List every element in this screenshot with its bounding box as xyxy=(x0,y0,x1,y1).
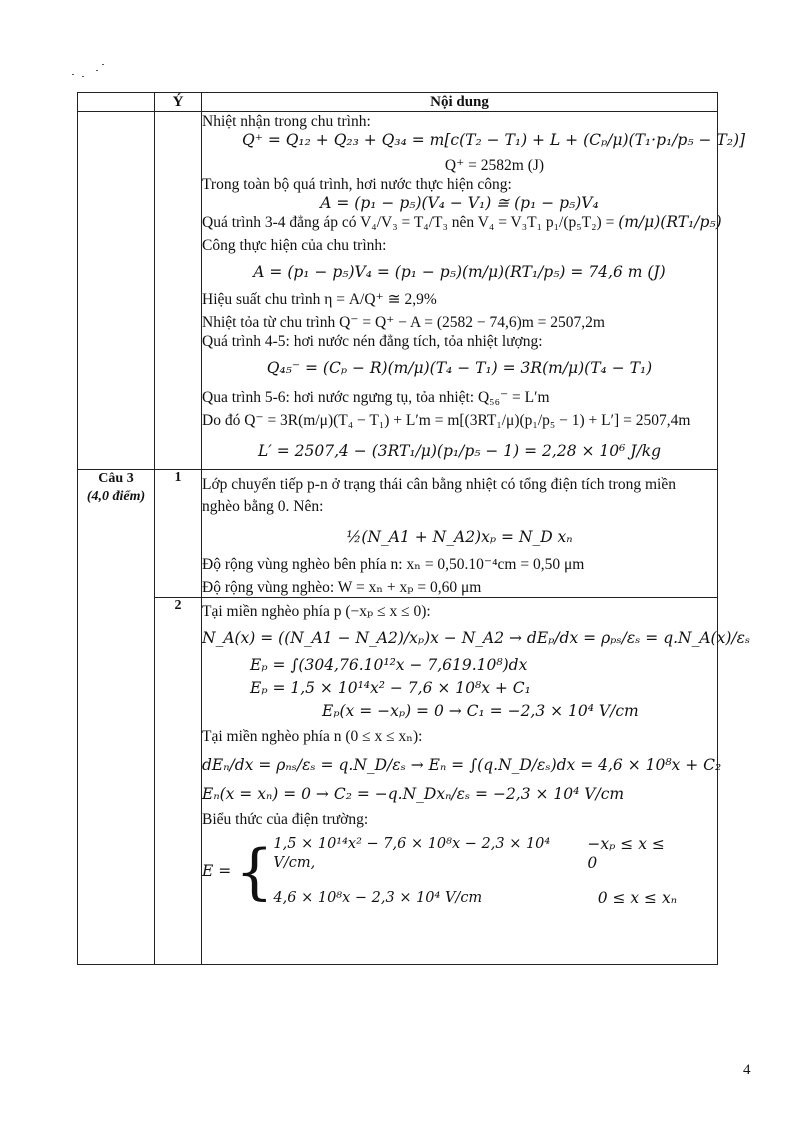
case-n-range: 0 ≤ x ≤ xₙ xyxy=(597,889,677,907)
piecewise-field xyxy=(202,835,717,908)
formula-c2: Eₙ(x = xₙ) = 0 → C₂ = −q.N_Dxₙ/εₛ = −2,3 × 10⁴ V/cm xyxy=(202,785,625,803)
cau3-cell xyxy=(78,470,155,965)
content-cell xyxy=(202,470,718,598)
y-cell-empty xyxy=(155,112,202,470)
answer-table xyxy=(77,92,751,965)
text-line: Tại miền nghèo phía p (−xₚ ≤ x ≤ 0): xyxy=(202,603,431,620)
formula-q45: Q₄₅⁻ = (Cₚ − R)(m/μ)(T₄ − T₁) = 3R(m/μ)(T₄ − T₁) xyxy=(266,359,653,377)
cau-cell-empty xyxy=(78,112,155,470)
case-p-range: −xₚ ≤ x ≤ 0 xyxy=(587,835,665,872)
table-header-row xyxy=(78,93,718,112)
scan-specks xyxy=(72,62,112,82)
header-col-content: Nội dung xyxy=(202,93,718,112)
formula-ep: Eₚ = 1,5 × 10¹⁴x² − 7,6 × 10⁸x + C₁ xyxy=(250,679,531,697)
text-line: Quá trình 4-5: hơi nước nén đẳng tích, tỏa nhiệt lượng: xyxy=(202,333,543,350)
text-line-q-minus: Do đó Q⁻ = 3R(m/μ)(T₄ − T₁) + L′m = m[(3RT₁/μ)(p₁/p₅ − 1) + L′] = 2507,4m xyxy=(202,412,691,429)
case-row-p xyxy=(273,835,717,873)
formula-work: A = (p₁ − p₅)(V₄ − V₁) ≅ (p₁ − p₅)V₄ xyxy=(320,194,599,212)
formula-na: N_A(x) = ((N_A1 − N_A2)/xₚ)x − N_A2 → dEₚ/dx = ρₚₛ/εₛ = q.N_A(x)/εₛ xyxy=(202,629,751,647)
formula-charge-balance: ½(N_A1 + N_A2)xₚ = N_D xₙ xyxy=(346,528,573,546)
case-row-n xyxy=(273,889,717,908)
header-col1 xyxy=(78,93,155,112)
content-cell xyxy=(202,598,751,965)
text-line: Công thực hiện của chu trình: xyxy=(202,237,387,254)
formula-heat-in xyxy=(202,131,746,150)
text-line: Nhiệt nhận trong chu trình: xyxy=(202,113,371,130)
text-line: Biểu thức của điện trường: xyxy=(202,811,369,828)
text-line-efficiency: Hiệu suất chu trình η = A/Q⁺ ≅ 2,9% xyxy=(202,291,437,308)
formula-text: Q⁺ = Q₁₂ + Q₂₃ + Q₃₄ = m[c(T₂ − T₁) + L + (Cₚ/μ)(T₁·p₁/p₅ − T₂)] xyxy=(242,131,746,149)
e-symbol: E = xyxy=(202,862,232,880)
cau3-points-text: (4,0 điểm) xyxy=(86,489,146,504)
table-row xyxy=(78,112,718,470)
text-line-v4 xyxy=(202,213,722,232)
formula-l-prime: L′ = 2507,4 − (3RT₁/μ)(p₁/p₅ − 1) = 2,28 × 10⁶ J/kg xyxy=(257,442,662,460)
text-line: Trong toàn bộ quá trình, hơi nước thực hiện công: xyxy=(202,176,512,193)
content-cell xyxy=(202,112,746,470)
cau3-label: Câu 3 xyxy=(98,471,134,486)
formula-q-plus: Q⁺ = 2582m (J) xyxy=(444,157,545,174)
text-line-q56: Qua trình 5-6: hơi nước ngưng tụ, tỏa nhiệt: Q₅₆⁻ = L′m xyxy=(202,389,550,406)
y-cell-1: 1 xyxy=(155,470,202,598)
v4-text: Quá trình 3-4 đẳng áp có V₄/V₃ = T₄/T₃ nên V₄ = V₃T₁ p₁/(p₅T₂) = xyxy=(202,214,615,231)
case-n-expr: 4,6 × 10⁸x − 2,3 × 10⁴ V/cm xyxy=(273,890,483,906)
page-number: 4 xyxy=(743,1062,751,1078)
brace-icon: { xyxy=(235,836,274,907)
cau3-points xyxy=(78,488,154,506)
table-row xyxy=(78,598,718,965)
text-line-w: Độ rộng vùng nghèo: W = xₙ + xₚ = 0,60 μm xyxy=(202,579,482,596)
formula-ep-integral: Eₚ = ∫(304,76.10¹²x − 7,619.10⁸)dx xyxy=(250,656,528,674)
y-cell-2: 2 xyxy=(155,598,202,965)
v4-formula: (m/μ)(RT₁/p₅) xyxy=(618,213,722,231)
formula-en: dEₙ/dx = ρₙₛ/εₛ = q.N_D/εₛ → Eₙ = ∫(q.N_D/εₛ)dx = 4,6 × 10⁸x + C₂ xyxy=(202,756,722,774)
text-line-xn: Độ rộng vùng nghèo bên phía n: xₙ = 0,50.10⁻⁴cm = 0,50 μm xyxy=(202,556,585,573)
formula-cycle-work: A = (p₁ − p₅)V₄ = (p₁ − p₅)(m/μ)(RT₁/p₅) = 74,6 m (J) xyxy=(253,263,666,281)
text-line: Tại miền nghèo phía n (0 ≤ x ≤ xₙ): xyxy=(202,728,423,745)
case-p-expr: 1,5 × 10¹⁴x² − 7,6 × 10⁸x − 2,3 × 10⁴ V/cm, xyxy=(273,836,551,871)
piecewise-cases xyxy=(273,835,717,908)
text-line-heat-out: Nhiệt tỏa từ chu trình Q⁻ = Q⁺ − A = (2582 − 74,6)m = 2507,2m xyxy=(202,314,605,331)
header-col-y: Ý xyxy=(155,93,202,112)
table-row xyxy=(78,470,718,598)
text-para: Lớp chuyển tiếp p-n ở trạng thái cân bằng nhiệt có tổng điện tích trong miền nghèo bằng 0. Nên: xyxy=(202,476,676,515)
formula-c1: Eₚ(x = −xₚ) = 0 → C₁ = −2,3 × 10⁴ V/cm xyxy=(322,702,639,720)
